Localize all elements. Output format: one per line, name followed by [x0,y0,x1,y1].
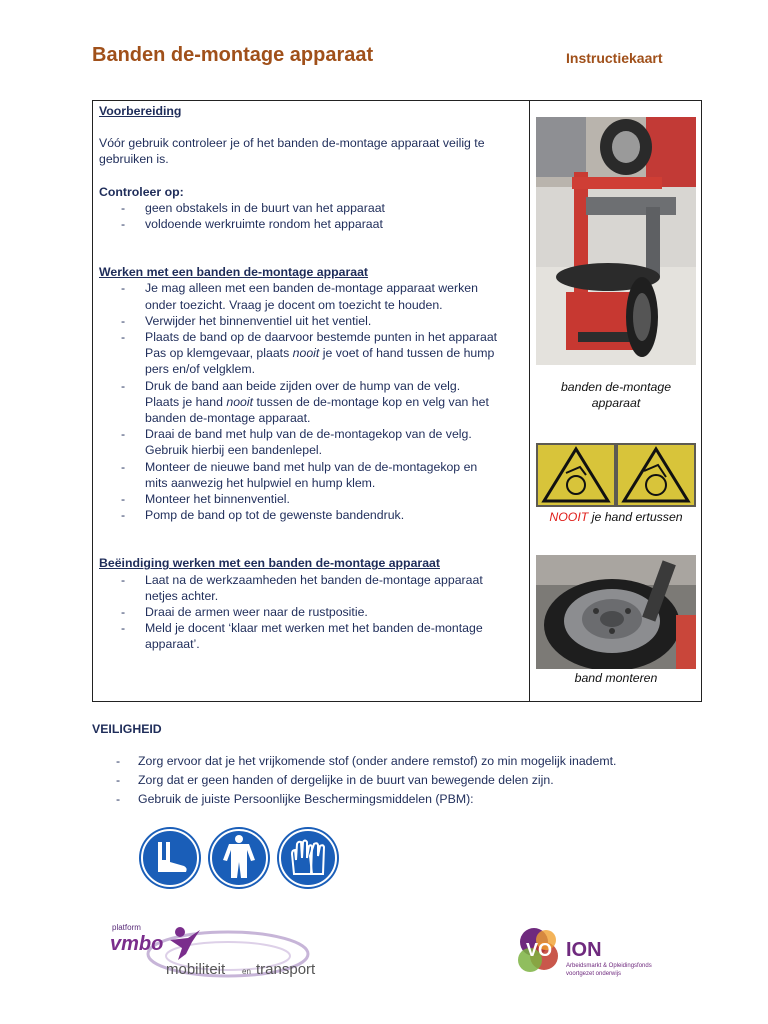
list-item: - Plaats de band op de daarvoor bestemde punten in het apparaat Pas op klemgevaar, plaats nooit je voet of hand tussen de hump pers en/of velgklem. [145,329,521,378]
list-item: - geen obstakels in de buurt van het apparaat [145,200,521,216]
list-item: - Druk de band aan beide zijden over de hump van de velg. Plaats je hand nooit tussen de de-montage kop en velg van het banden de-montage apparaat. [145,378,521,427]
safety-list [116,752,616,809]
svg-text:ION: ION [566,939,602,961]
page-title: Banden de-montage apparaat [92,44,374,66]
svg-text:en: en [242,967,251,976]
list-item: - Monteer het binnenventiel. [145,491,521,507]
platform-vmbo-logo [108,920,328,982]
voion-logo [514,920,694,982]
instruction-text [99,103,521,653]
overall-icon [207,826,271,890]
svg-text:vmbo: vmbo [110,933,164,955]
check-heading: Controleer op: [99,184,184,199]
list-item: - Laat na de werkzaamheden het banden de-montage apparaat netjes achter. [145,572,521,604]
svg-text:VO: VO [526,940,553,960]
gloves-icon [276,826,340,890]
list-item: - Draai de armen weer naar de rustpositie. [145,604,521,620]
svg-text:Arbeidsmarkt & Opleidingsfonds: Arbeidsmarkt & Opleidingsfonds [566,963,652,969]
end-steps-list [99,572,521,653]
machine-caption: banden de-montage apparaat [560,380,672,410]
tyre-mount-photo [536,555,696,669]
svg-text:voortgezet onderwijs: voortgezet onderwijs [566,971,622,977]
list-item: - Gebruik de juiste Persoonlijke Beschermingsmiddelen (PBM): [138,790,616,809]
safety-boots-icon [138,826,202,890]
safety-heading: VEILIGHEID [92,722,162,736]
list-item: - Zorg dat er geen handen of dergelijke in de buurt van bewegende delen zijn. [138,771,616,790]
prep-intro-line: Vóór gebruik controleer je of het banden de-montage apparaat veilig te [99,136,485,151]
tyre-mount-caption: band monteren [574,671,658,685]
list-item: - Pomp de band op tot de gewenste bandendruk. [145,507,521,523]
list-item: - Draai de band met hulp van de de-montagekop van de velg. Gebruik hierbij een bandenlepel. [145,426,521,458]
work-steps-list [99,280,521,523]
svg-text:transport: transport [256,961,316,978]
list-item: - Je mag alleen met een banden de-montage apparaat werken onder toezicht. Vraag je docent om toezicht te houden. [145,280,521,312]
warning-stickers-photo [536,443,696,507]
svg-text:platform: platform [112,923,141,932]
list-item: - voldoende werkruimte rondom het apparaat [145,216,521,232]
list-item: - Zorg ervoor dat je het vrijkomende stof (onder andere remstof) zo min mogelijk inademt. [138,752,616,771]
prep-intro-line: gebruiken is. [99,152,169,167]
list-item: - Meld je docent ‘klaar met werken met het banden de-montage apparaat’. [145,620,521,652]
card-type-label: Instructiekaart [566,50,663,66]
check-list [99,200,521,232]
list-item: - Verwijder het binnenventiel uit het ventiel. [145,313,521,329]
warning-caption: NOOIT je hand ertussen [549,510,683,524]
svg-text:mobiliteit: mobiliteit [166,961,226,978]
list-item: - Monteer de nieuwe band met hulp van de de-montagekop en mits aanwezig het hulpwiel en hump klem. [145,459,521,491]
instruction-card [92,100,702,702]
section-heading-preparation: Voorbereiding [99,104,182,118]
section-heading-work: Werken met een banden de-montage apparaat [99,265,369,280]
column-divider [529,101,530,701]
machine-photo [536,117,696,365]
section-heading-end: Beëindiging werken met een banden de-montage apparaat [99,556,440,571]
